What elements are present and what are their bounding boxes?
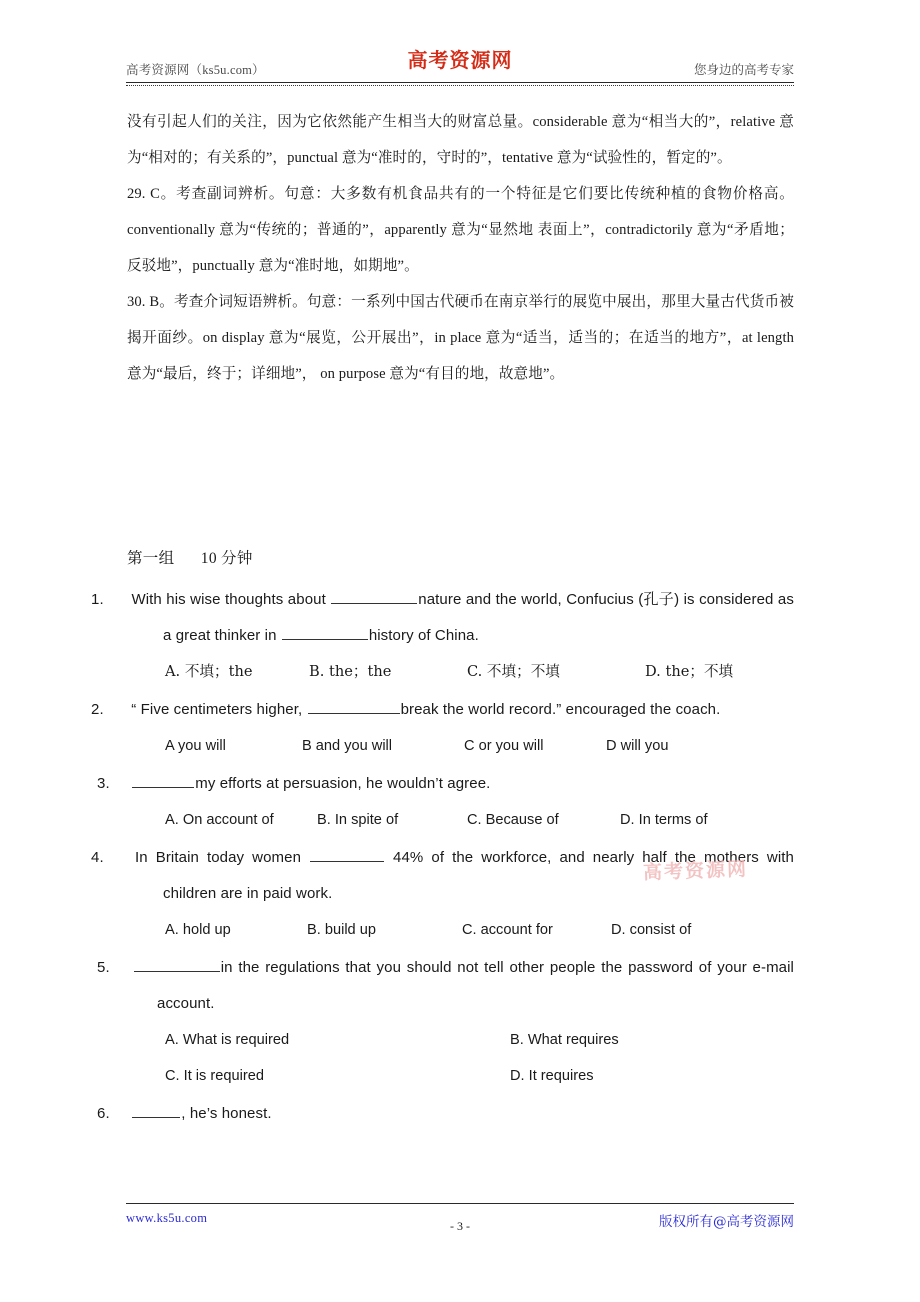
question-2-blank-1[interactable] — [308, 699, 400, 714]
question-4-text-c: mothers with children are in paid work. — [163, 849, 794, 902]
question-3 — [97, 766, 794, 838]
question-3-options — [127, 802, 794, 838]
question-4-option-b[interactable]: B. build up — [307, 922, 376, 938]
footer-url[interactable]: www.ks5u.com — [126, 1211, 208, 1225]
question-1-text-a: With his wise thoughts about — [131, 591, 326, 608]
question-1-text-b: nature and the world, Confucius (孔子) is — [418, 591, 695, 608]
footer-rule — [126, 1203, 794, 1204]
question-5 — [97, 950, 794, 1094]
question-2-option-a[interactable]: A you will — [165, 738, 226, 754]
question-5-text-b: in the regulations that you should not tell other people the password of — [220, 959, 712, 976]
question-3-option-a[interactable]: A. On account of — [165, 812, 274, 828]
group-duration: 10 分钟 — [200, 550, 253, 567]
question-4-text-a: In Britain today women — [135, 849, 302, 866]
question-5-option-b[interactable]: B. What requires — [510, 1032, 619, 1048]
question-2-option-c[interactable]: C or you will — [464, 738, 544, 754]
question-2-option-b[interactable]: B and you will — [302, 738, 393, 754]
footer-copyright: 版权所有@高考资源网 — [659, 1214, 794, 1230]
question-6-stem: 6. , he’s honest. — [127, 1096, 794, 1132]
question-1-option-a[interactable]: A. 不填；the — [165, 663, 253, 680]
question-2-text-a: “ Five centimeters higher, — [131, 701, 303, 718]
question-1-text-d: history of China. — [368, 627, 479, 644]
question-6-text-b: , he’s honest. — [181, 1105, 272, 1122]
question-6 — [97, 1096, 794, 1132]
question-5-option-d[interactable]: D. It requires — [510, 1068, 594, 1084]
page-watermark: 高考资源网 — [642, 858, 749, 884]
question-4-option-c[interactable]: C. account for — [462, 922, 553, 938]
question-1-text-c: considered as a great thinker in — [163, 591, 794, 644]
question-4-text-b: 44% of the workforce, and nearly half the — [393, 849, 696, 866]
explanation-paragraph-29: 29. C。考查副词辨析。句意：大多数有机食品共有的一个特征是它们要比传统种植的食物价格高。conventionally 意为“传统的；普通的”，apparently 意为“显然地 表面上”，contradictorily 意为“矛盾地；反驳地”，punctually 意为“准时地，如期地”。 — [127, 186, 794, 274]
question-5-text-c: your e-mail account. — [157, 959, 794, 1012]
question-4-options — [127, 912, 794, 948]
question-4 — [91, 840, 794, 948]
question-2-option-d[interactable]: D will you — [606, 738, 669, 754]
header-logo: 高考资源网 — [407, 48, 513, 72]
question-3-stem: 3. my efforts at persuasion, he wouldn’t agree. — [127, 766, 794, 802]
question-2-text-b: break the world record.” encouraged the — [400, 701, 672, 718]
page-footer — [126, 1203, 794, 1253]
question-1-blank-2[interactable] — [282, 625, 368, 640]
header-site-name: 高考资源网（ks5u.com） — [126, 63, 265, 77]
group-title: 第一组 — [127, 550, 175, 567]
document-content — [91, 104, 794, 1134]
question-1 — [91, 582, 794, 690]
header-row — [126, 44, 794, 78]
question-3-option-c[interactable]: C. Because of — [467, 812, 559, 828]
question-2 — [91, 692, 794, 764]
question-5-option-a[interactable]: A. What is required — [165, 1032, 290, 1048]
question-1-options — [127, 654, 794, 690]
question-2-text-c: coach. — [675, 701, 721, 718]
explanation-paragraph-28: 没有引起人们的关注，因为它依然能产生相当大的财富总量。considerable 意为“相当大的”，relative 意为“相对的；有关系的”，punctual 意为“准时的，守时的”，tentative 意为“试验性的，暂定的”。 — [127, 114, 794, 166]
group-heading — [127, 542, 794, 576]
question-3-text-b: my efforts at persuasion, he wouldn’t agree. — [195, 775, 491, 792]
question-2-options — [127, 728, 794, 764]
header-rule-solid — [126, 82, 794, 83]
header-tagline: 您身边的高考专家 — [693, 63, 794, 77]
question-2-stem: 2. “ Five centimeters higher, break the world record.” encouraged the coach. — [127, 692, 794, 728]
question-1-option-b[interactable]: B. the；the — [309, 663, 392, 680]
header-rule-dotted — [126, 85, 794, 86]
question-1-option-d[interactable]: D. the；不填 — [645, 663, 734, 680]
question-1-stem: 1. With his wise thoughts about nature and the world, Confucius (孔子) is considered as a great thinker in history of China. — [127, 582, 794, 654]
question-1-option-c[interactable]: C. 不填；不填 — [467, 663, 560, 680]
question-6-blank-1[interactable] — [132, 1103, 180, 1118]
question-3-option-b[interactable]: B. In spite of — [317, 812, 399, 828]
question-3-option-d[interactable]: D. In terms of — [620, 812, 708, 828]
question-5-blank-1[interactable] — [134, 957, 220, 972]
question-5-stem: 5. in the regulations that you should not tell other people the password of your e-mail account. — [127, 950, 794, 1022]
page-header — [126, 44, 794, 90]
section-spacer — [127, 392, 794, 542]
question-4-blank-1[interactable] — [310, 847, 384, 862]
question-4-option-a[interactable]: A. hold up — [165, 922, 231, 938]
question-5-option-c[interactable]: C. It is required — [165, 1068, 264, 1084]
question-5-options-row-1 — [127, 1022, 794, 1058]
question-5-options-row-2 — [127, 1058, 794, 1094]
question-3-blank-1[interactable] — [132, 773, 194, 788]
question-1-blank-1[interactable] — [331, 589, 417, 604]
question-4-stem: 4. In Britain today women 44% of the workforce, and nearly half the mothers with children are in paid work. — [127, 840, 794, 912]
explanation-paragraph-30: 30. B。考查介词短语辨析。句意：一系列中国古代硬币在南京举行的展览中展出，那里大量古代货币被揭开面纱。on display 意为“展览，公开展出”，in place 意为“适当，适当的；在适当的地方”，at length 意为“最后，终于；详细地”， on purpose 意为“有目的地，故意地”。 — [127, 294, 794, 382]
question-4-option-d[interactable]: D. consist of — [611, 922, 692, 938]
footer-page-number: - 3 - — [450, 1219, 470, 1233]
